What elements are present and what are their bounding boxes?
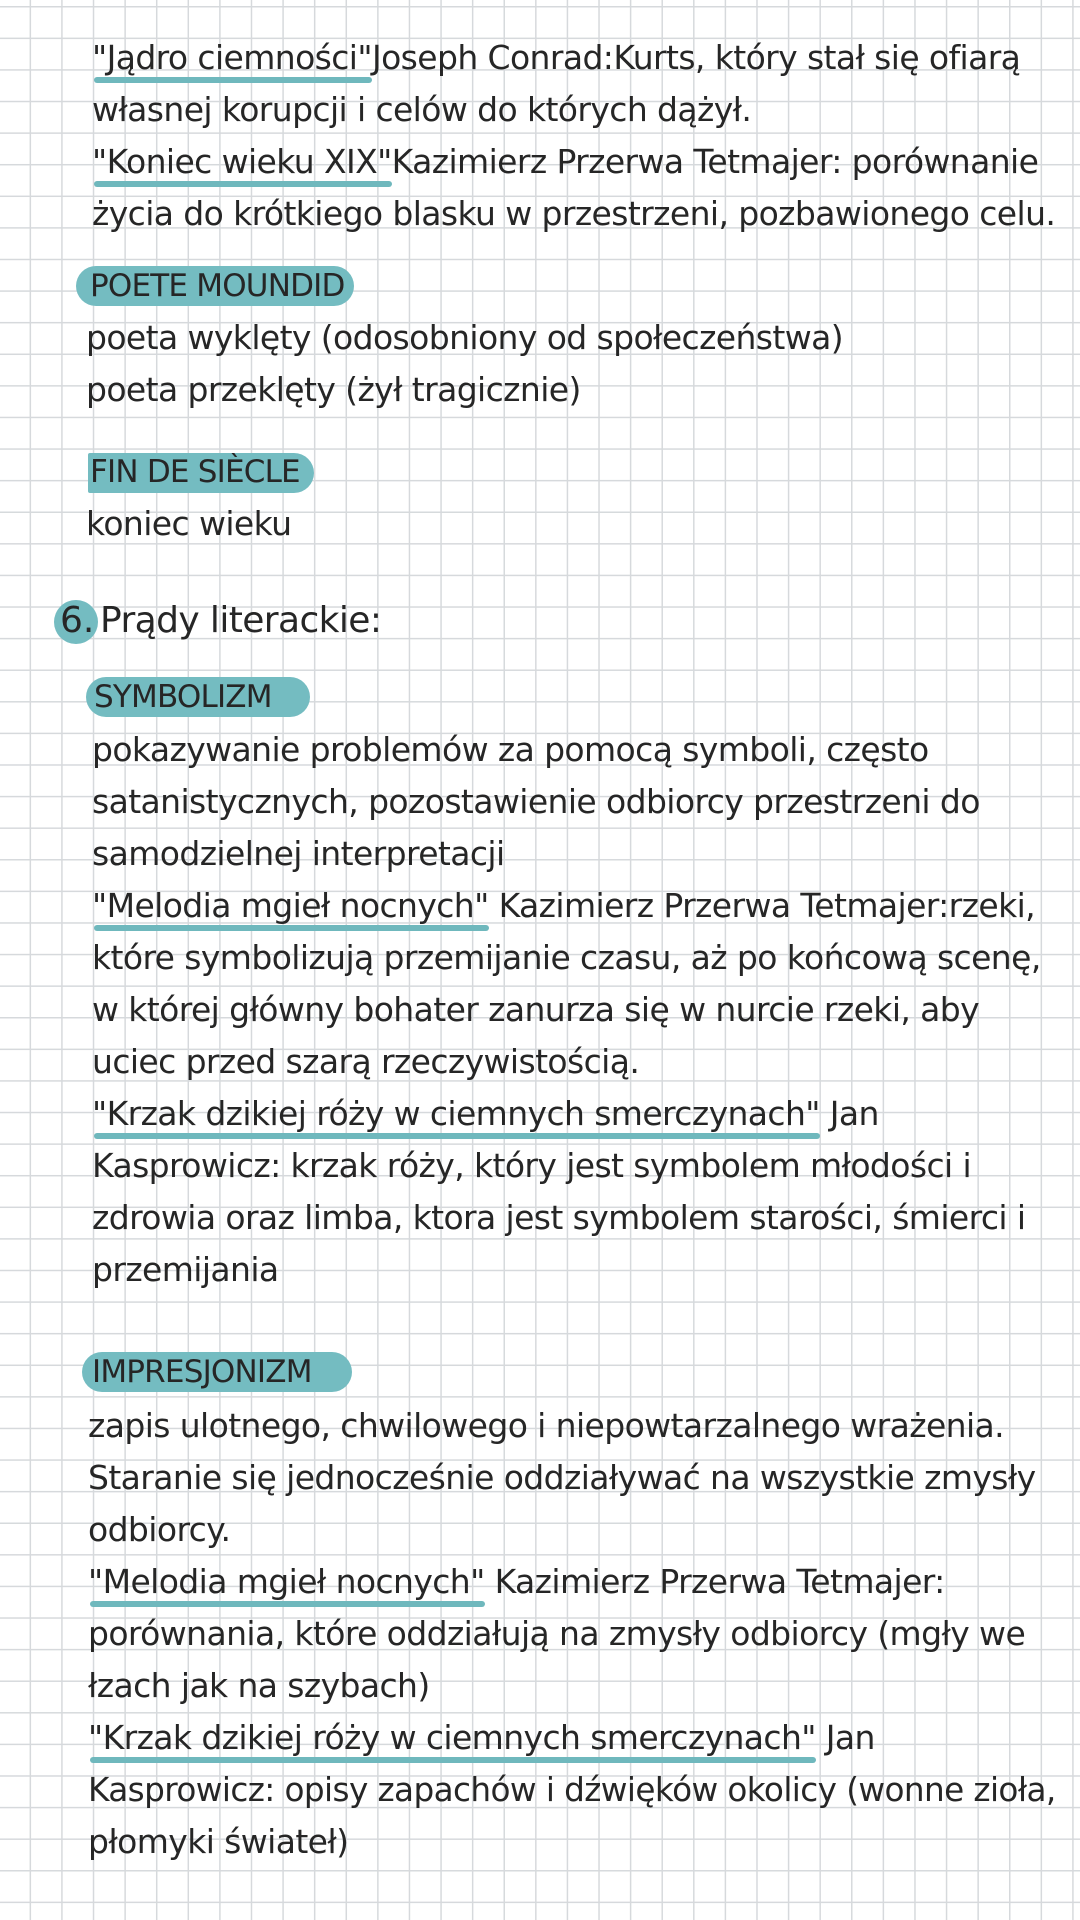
text: Kazimierz Przerwa Tetmajer: porównanie bbox=[391, 142, 1039, 181]
poete-line-1: poeta wyklęty (odosobniony od społeczeństwa) bbox=[86, 318, 844, 357]
section-title: Prądy literackie: bbox=[100, 600, 382, 641]
fin-line-1: koniec wieku bbox=[86, 504, 292, 543]
title-melodia-mgiel-nocnych: "Melodia mgieł nocnych" bbox=[88, 1560, 485, 1604]
symbolizm-line-2: satanistycznych, pozostawienie odbiorcy przestrzeni do bbox=[92, 782, 980, 821]
impresjonizm-line-8: Kasprowicz: opisy zapachów i dźwięków okolicy (wonne zioła, bbox=[88, 1770, 1056, 1809]
title-jadro-ciemnosci: "Jądro ciemności" bbox=[92, 36, 372, 80]
intro-line-2: własnej korupcji i celów do których dążył. bbox=[92, 90, 752, 129]
symbolizm-line-10: zdrowia oraz limba, ktora jest symbolem starości, śmierci i bbox=[92, 1198, 1026, 1237]
title-koniec-wieku: "Koniec wieku XIX" bbox=[92, 140, 392, 184]
title-krzak-dzikiej-rozy: "Krzak dzikiej róży w ciemnych smerczynach" bbox=[88, 1716, 816, 1760]
impresjonizm-line-6: łzach jak na szybach) bbox=[88, 1666, 430, 1705]
impresjonizm-line-1: zapis ulotnego, chwilowego i niepowtarzalnego wrażenia. bbox=[88, 1406, 1005, 1445]
intro-line-1 bbox=[92, 36, 1020, 80]
title-krzak-dzikiej-rozy: "Krzak dzikiej róży w ciemnych smerczynach" bbox=[92, 1092, 820, 1136]
symbolizm-line-4 bbox=[92, 884, 1035, 928]
impresjonizm-line-2: Staranie się jednocześnie oddziaływać na wszystkie zmysły bbox=[88, 1458, 1036, 1497]
impresjonizm-line-5: porównania, które oddziałują na zmysły odbiorcy (mgły we bbox=[88, 1614, 1026, 1653]
intro-line-4: życia do krótkiego blasku w przestrzeni, pozbawionego celu. bbox=[92, 194, 1056, 233]
heading-poete-moundid: POETE MOUNDID bbox=[90, 268, 345, 304]
impresjonizm-line-3: odbiorcy. bbox=[88, 1510, 231, 1549]
symbolizm-line-9: Kasprowicz: krzak róży, który jest symbolem młodości i bbox=[92, 1146, 972, 1185]
impresjonizm-line-7 bbox=[88, 1716, 875, 1760]
symbolizm-line-5: które symbolizują przemijanie czasu, aż po końcową scenę, bbox=[92, 938, 1041, 977]
symbolizm-line-3: samodzielnej interpretacji bbox=[92, 834, 505, 873]
text: Kazimierz Przerwa Tetmajer: bbox=[484, 1562, 945, 1601]
title-melodia-mgiel-nocnych: "Melodia mgieł nocnych" bbox=[92, 884, 489, 928]
impresjonizm-line-9: płomyki świateł) bbox=[88, 1822, 349, 1861]
heading-impresjonizm: IMPRESJONIZM bbox=[92, 1354, 312, 1390]
text: Jan bbox=[815, 1718, 875, 1757]
symbolizm-line-7: uciec przed szarą rzeczywistością. bbox=[92, 1042, 640, 1081]
heading-symbolizm: SYMBOLIZM bbox=[94, 679, 272, 715]
heading-fin-de-siecle: FIN DE SIÈCLE bbox=[90, 454, 300, 490]
symbolizm-line-11: przemijania bbox=[92, 1250, 279, 1289]
section-number: 6. bbox=[60, 600, 95, 641]
impresjonizm-line-4 bbox=[88, 1560, 945, 1604]
text: Jan bbox=[819, 1094, 879, 1133]
symbolizm-line-1: pokazywanie problemów za pomocą symboli, często bbox=[92, 730, 929, 769]
intro-line-3 bbox=[92, 140, 1038, 184]
symbolizm-line-8 bbox=[92, 1092, 879, 1136]
poete-line-2: poeta przeklęty (żył tragicznie) bbox=[86, 370, 581, 409]
text: Kazimierz Przerwa Tetmajer:rzeki, bbox=[488, 886, 1036, 925]
text: Joseph Conrad:Kurts, który stał się ofiarą bbox=[371, 38, 1021, 77]
symbolizm-line-6: w której główny bohater zanurza się w nurcie rzeki, aby bbox=[92, 990, 980, 1029]
